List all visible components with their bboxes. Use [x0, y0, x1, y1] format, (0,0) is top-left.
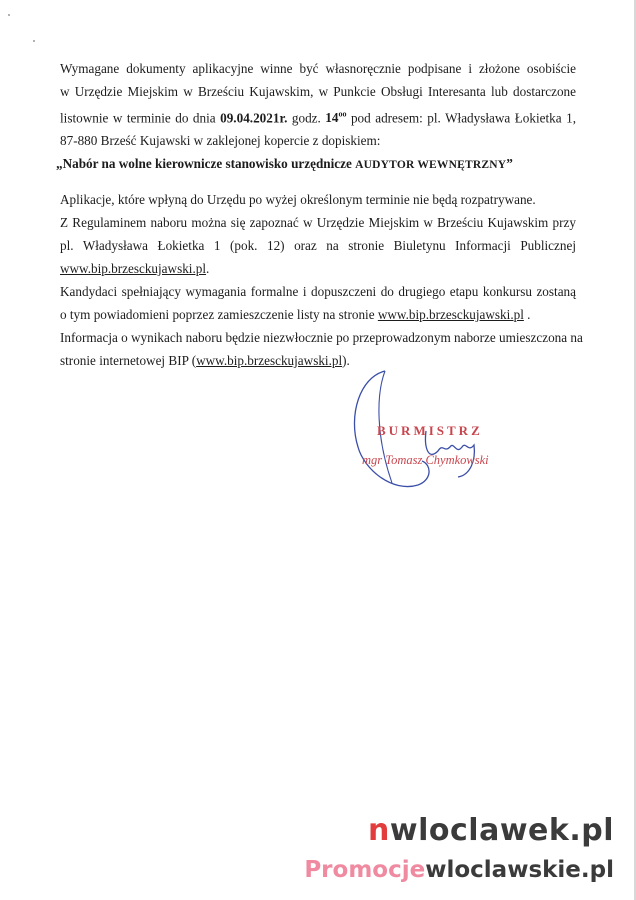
- closing-quote: ”: [506, 156, 513, 172]
- text-line: Informacja o wynikach naboru będzie niezwłocznie po przeprowadzonym naborze umieszczona na: [60, 330, 583, 345]
- scan-speck: [8, 14, 10, 16]
- watermark-accent: Promocje: [304, 857, 426, 883]
- hour-value: 14: [325, 110, 339, 126]
- scan-speck: [33, 40, 35, 42]
- text-line: Z Regulaminem naboru można się zapoznać w Urzędzie Miejskim w Brześciu Kujawskim przy: [60, 215, 576, 230]
- bip-link[interactable]: www.bip.brzesckujawski.pl: [60, 261, 207, 276]
- text-line: [60, 257, 576, 280]
- stamp-title: BURMISTRZ: [377, 423, 483, 438]
- text-line: Kandydaci spełniający wymagania formalne i dopuszczeni do drugiego etapu konkursu zostaną: [60, 284, 576, 299]
- watermark-nwloclawek: [368, 813, 614, 848]
- mayor-stamp: [340, 365, 510, 500]
- text-fragment: o tym powiadomieni poprzez zamieszczenie listy na stronie: [60, 307, 378, 322]
- deadline-line: [60, 103, 576, 129]
- information-paragraph: [60, 188, 583, 372]
- watermark-promocje: [304, 857, 614, 883]
- stamp-official-name: mgr Tomasz Chymkowski: [362, 453, 489, 467]
- bip-link[interactable]: www.bip.brzesckujawski.pl: [196, 353, 343, 368]
- text-line: 87-880 Brześć Kujawski w zaklejonej kopercie z dopiskiem:: [60, 133, 381, 149]
- position-name: AUDYTOR WEWNĘTRZNY: [355, 159, 507, 172]
- bip-link[interactable]: www.bip.brzesckujawski.pl: [377, 307, 524, 322]
- text-fragment: godz.: [287, 110, 326, 126]
- watermark-text: wloclawek.pl: [389, 813, 614, 848]
- text-line: Wymagane dokumenty aplikacyjne winne być własnoręcznie podpisane i złożone osobiście: [60, 61, 576, 76]
- envelope-label-heading: [56, 152, 576, 177]
- text-fragment: pod adresem: pl. Władysława Łokietka 1,: [346, 110, 576, 126]
- text-fragment: .: [523, 307, 531, 322]
- text-line: w Urzędzie Miejskim w Brześciu Kujawskim, w Punkcie Obsługi Interesanta lub dostarczone: [60, 84, 576, 99]
- text-line: pl. Władysława Łokietka 1 (pok. 12) oraz na stronie Biuletynu Informacji Publicznej: [60, 238, 576, 253]
- deadline-hour: [325, 110, 346, 125]
- text-fragment: .: [206, 261, 210, 276]
- heading-text: „Nabór na wolne kierownicze stanowisko urzędnicze: [56, 156, 356, 172]
- minutes-superscript: oo: [338, 110, 347, 119]
- text-line: Aplikacje, które wpłyną do Urzędu po wyżej określonym terminie nie będą rozpatrywane.: [60, 192, 536, 207]
- submission-instructions: [56, 57, 576, 177]
- text-fragment: ).: [342, 353, 350, 368]
- text-fragment: listownie w terminie do dnia: [60, 110, 221, 126]
- deadline-date: 09.04.2021r.: [220, 110, 288, 126]
- watermark-text: wloclawskie.pl: [425, 857, 614, 883]
- text-fragment: stronie internetowej BIP (: [60, 353, 197, 368]
- watermark-accent: n: [368, 813, 390, 848]
- text-line: [60, 303, 576, 326]
